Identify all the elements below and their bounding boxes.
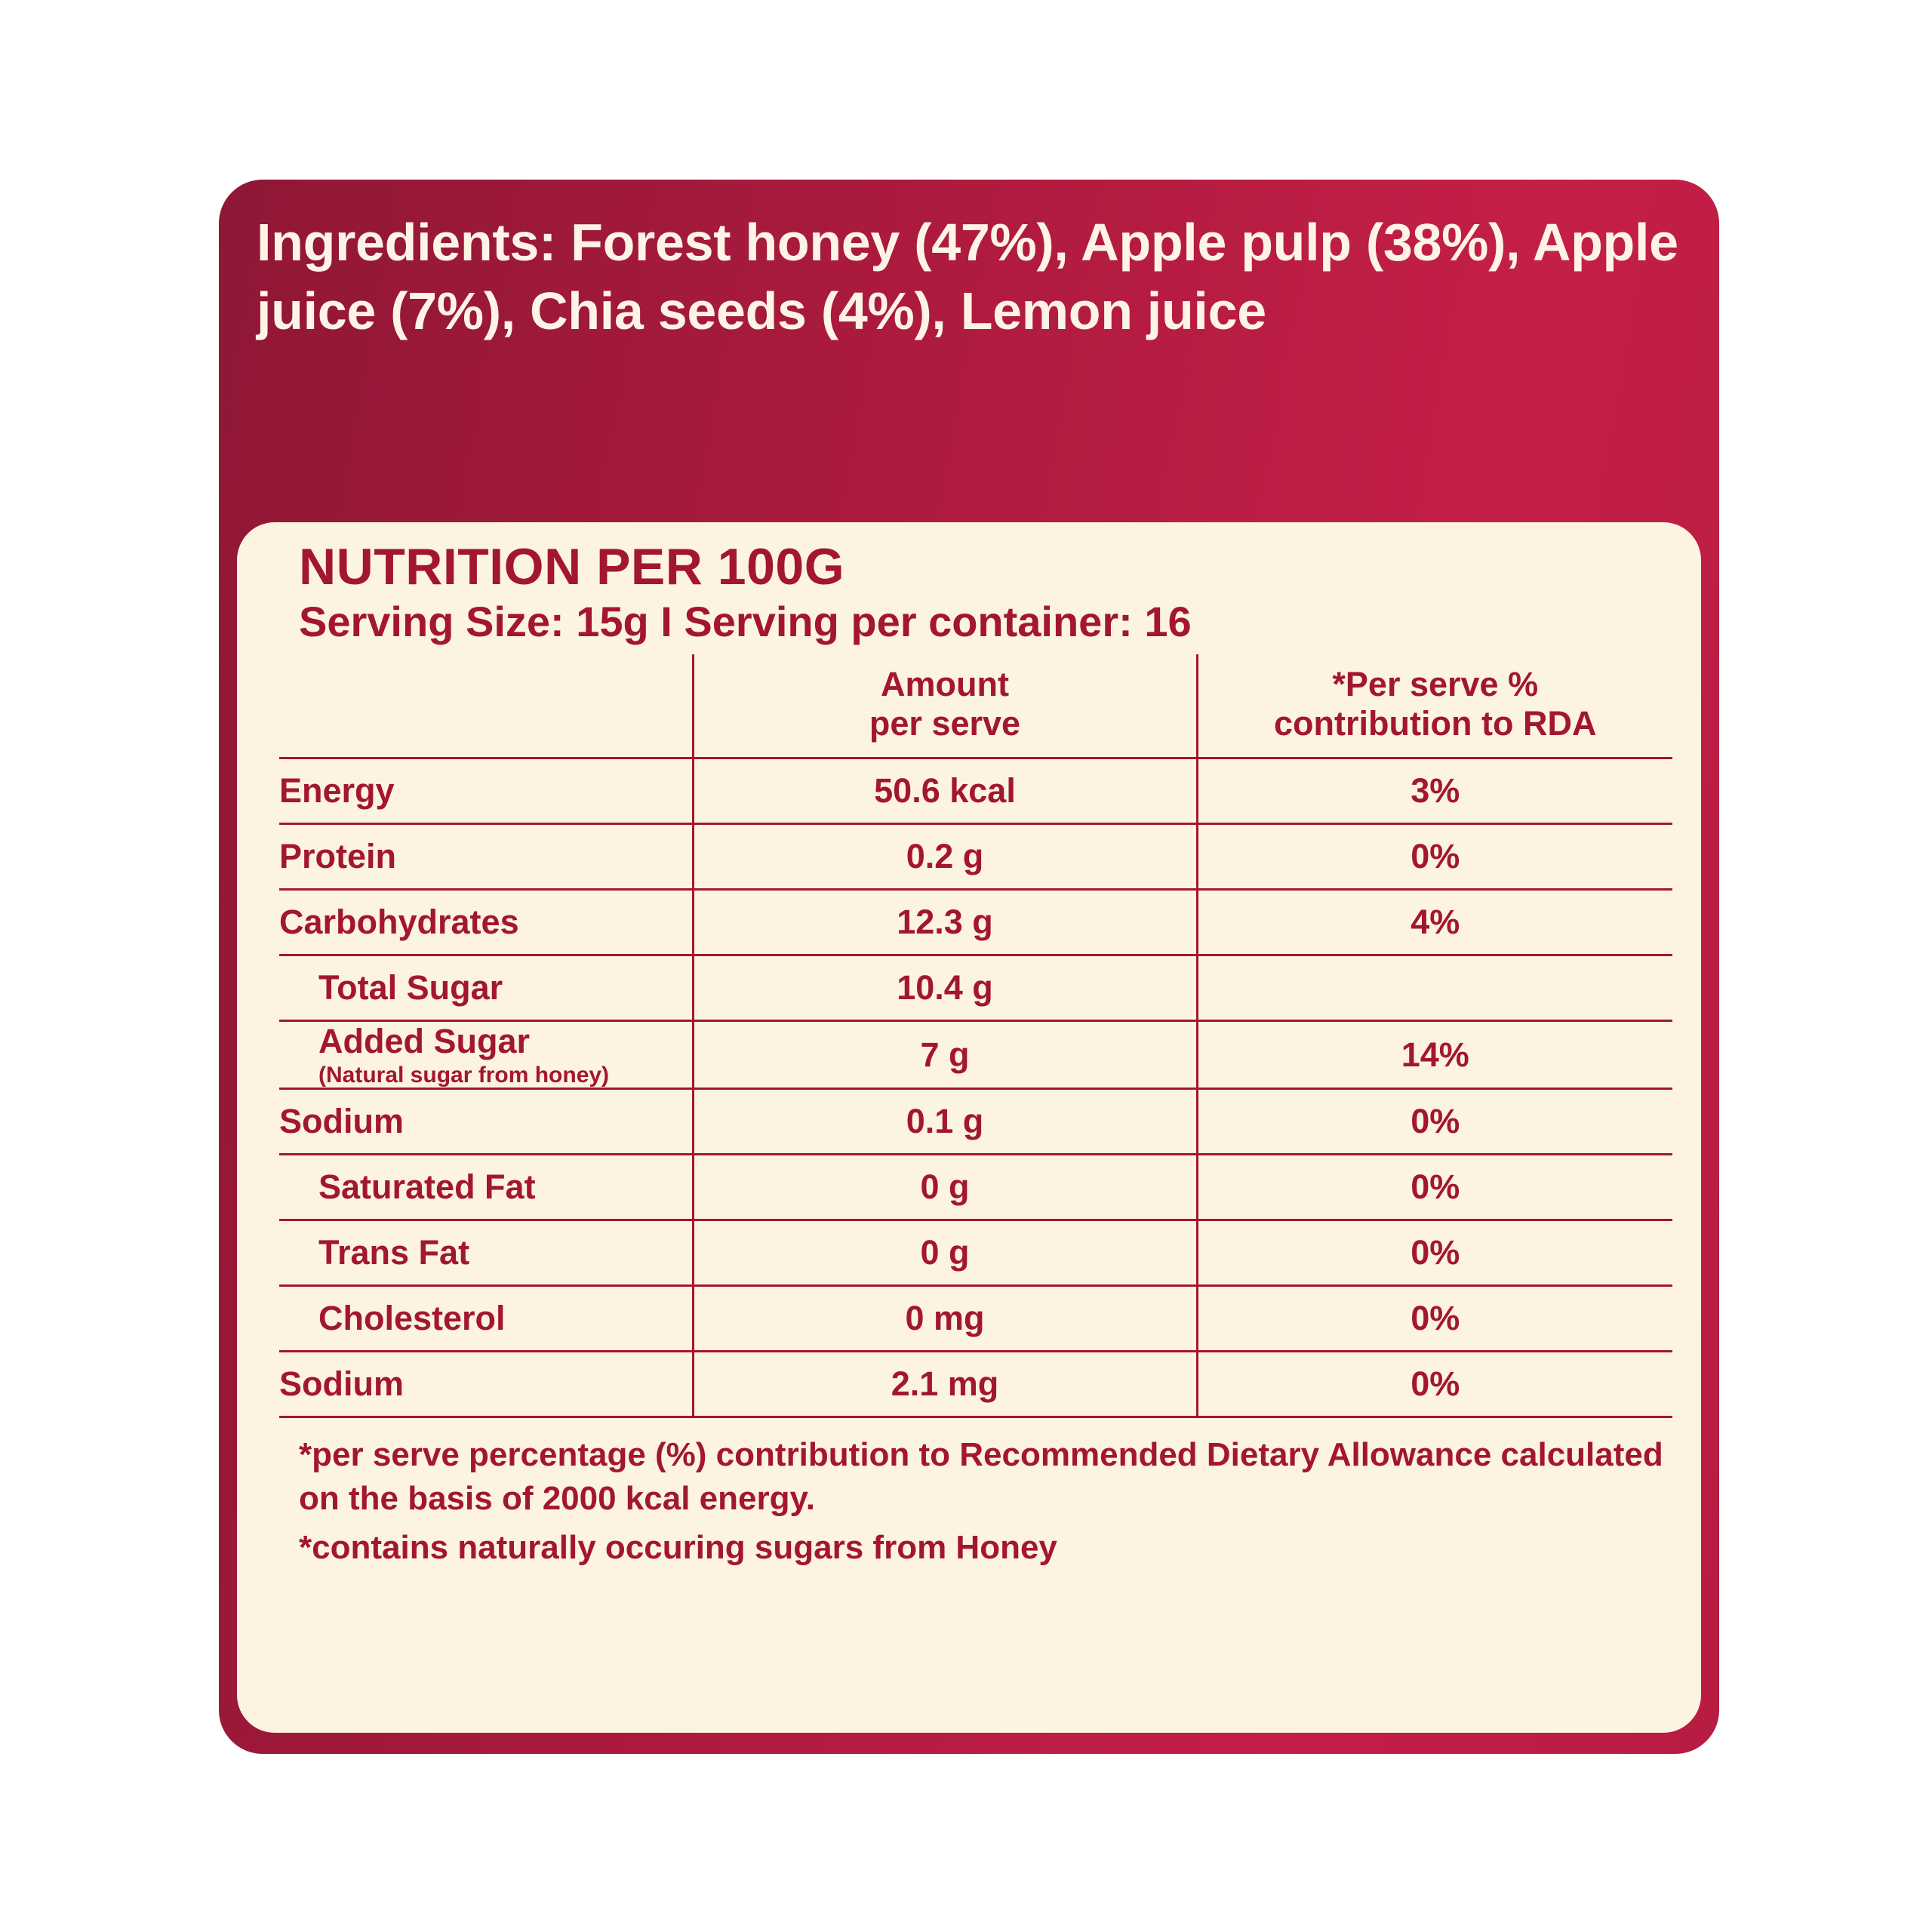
row-rda-added-sugar: 14%: [1197, 1021, 1672, 1089]
column-header-rda: [1197, 654, 1672, 758]
table-row: [279, 824, 1672, 890]
row-label-added-sugar: [279, 1021, 693, 1089]
row-label-sodium-mg: Sodium: [279, 1352, 693, 1417]
serving-info: Serving Size: 15g I Serving per container: 16: [299, 598, 1192, 646]
row-label-total-sugar: Total Sugar: [279, 955, 693, 1021]
row-amount-total-sugar: 10.4 g: [693, 955, 1197, 1021]
row-amount-protein: 0.2 g: [693, 824, 1197, 890]
row-rda-carbohydrates: 4%: [1197, 890, 1672, 955]
row-label-saturated-fat: Saturated Fat: [279, 1155, 693, 1220]
row-label-added-sugar-main: Added Sugar: [318, 1022, 531, 1061]
table-row: [279, 1021, 1672, 1089]
footnotes: [299, 1433, 1671, 1569]
row-amount-trans-fat: 0 g: [693, 1220, 1197, 1286]
row-amount-carbohydrates: 12.3 g: [693, 890, 1197, 955]
nutrition-label-panel: [219, 180, 1719, 1754]
row-rda-saturated-fat: 0%: [1197, 1155, 1672, 1220]
table-row: [279, 955, 1672, 1021]
row-rda-protein: 0%: [1197, 824, 1672, 890]
row-rda-total-sugar: [1197, 955, 1672, 1021]
column-header-nutrient: [279, 654, 693, 758]
row-rda-energy: 3%: [1197, 758, 1672, 824]
column-header-amount: [693, 654, 1197, 758]
column-header-amount-line2: per serve: [869, 704, 1021, 743]
ingredients-text: Ingredients: Forest honey (47%), Apple pulp (38%), Apple juice (7%), Chia seeds (4%), Lemon juice: [257, 213, 1678, 340]
row-amount-cholesterol: 0 mg: [693, 1286, 1197, 1352]
table-row: [279, 1155, 1672, 1220]
nutrition-card: [237, 522, 1701, 1733]
row-label-protein: Protein: [279, 824, 693, 890]
footnote-rda: *per serve percentage (%) contribution to Recommended Dietary Allowance calculated on the basis of 2000 kcal energy.: [299, 1436, 1663, 1518]
row-label-carbohydrates: Carbohydrates: [279, 890, 693, 955]
footnote-honey-sugars: *contains naturally occuring sugars from Honey: [299, 1528, 1057, 1566]
row-amount-sodium-g: 0.1 g: [693, 1089, 1197, 1155]
table-row: [279, 1352, 1672, 1417]
row-label-cholesterol: Cholesterol: [279, 1286, 693, 1352]
nutrition-table: [279, 654, 1672, 1418]
row-rda-sodium-g: 0%: [1197, 1089, 1672, 1155]
column-header-rda-line2: contribution to RDA: [1274, 704, 1597, 743]
nutrition-card-content: [279, 540, 1671, 1733]
table-row: [279, 1286, 1672, 1352]
table-row: [279, 890, 1672, 955]
row-label-sodium-g: Sodium: [279, 1089, 693, 1155]
table-row: [279, 1220, 1672, 1286]
row-amount-sodium-mg: 2.1 mg: [693, 1352, 1197, 1417]
table-row: [279, 758, 1672, 824]
row-rda-trans-fat: 0%: [1197, 1220, 1672, 1286]
row-label-added-sugar-note: (Natural sugar from honey): [318, 1063, 610, 1088]
row-amount-saturated-fat: 0 g: [693, 1155, 1197, 1220]
column-header-amount-line1: Amount: [881, 664, 1009, 703]
table-header-row: [279, 654, 1672, 758]
row-rda-cholesterol: 0%: [1197, 1286, 1672, 1352]
row-amount-added-sugar: 7 g: [693, 1021, 1197, 1089]
row-amount-energy: 50.6 kcal: [693, 758, 1197, 824]
column-header-rda-line1: *Per serve %: [1332, 664, 1539, 703]
row-label-energy: Energy: [279, 758, 693, 824]
nutrition-title: NUTRITION PER 100G: [299, 538, 845, 595]
table-row: [279, 1089, 1672, 1155]
row-label-trans-fat: Trans Fat: [279, 1220, 693, 1286]
row-rda-sodium-mg: 0%: [1197, 1352, 1672, 1417]
